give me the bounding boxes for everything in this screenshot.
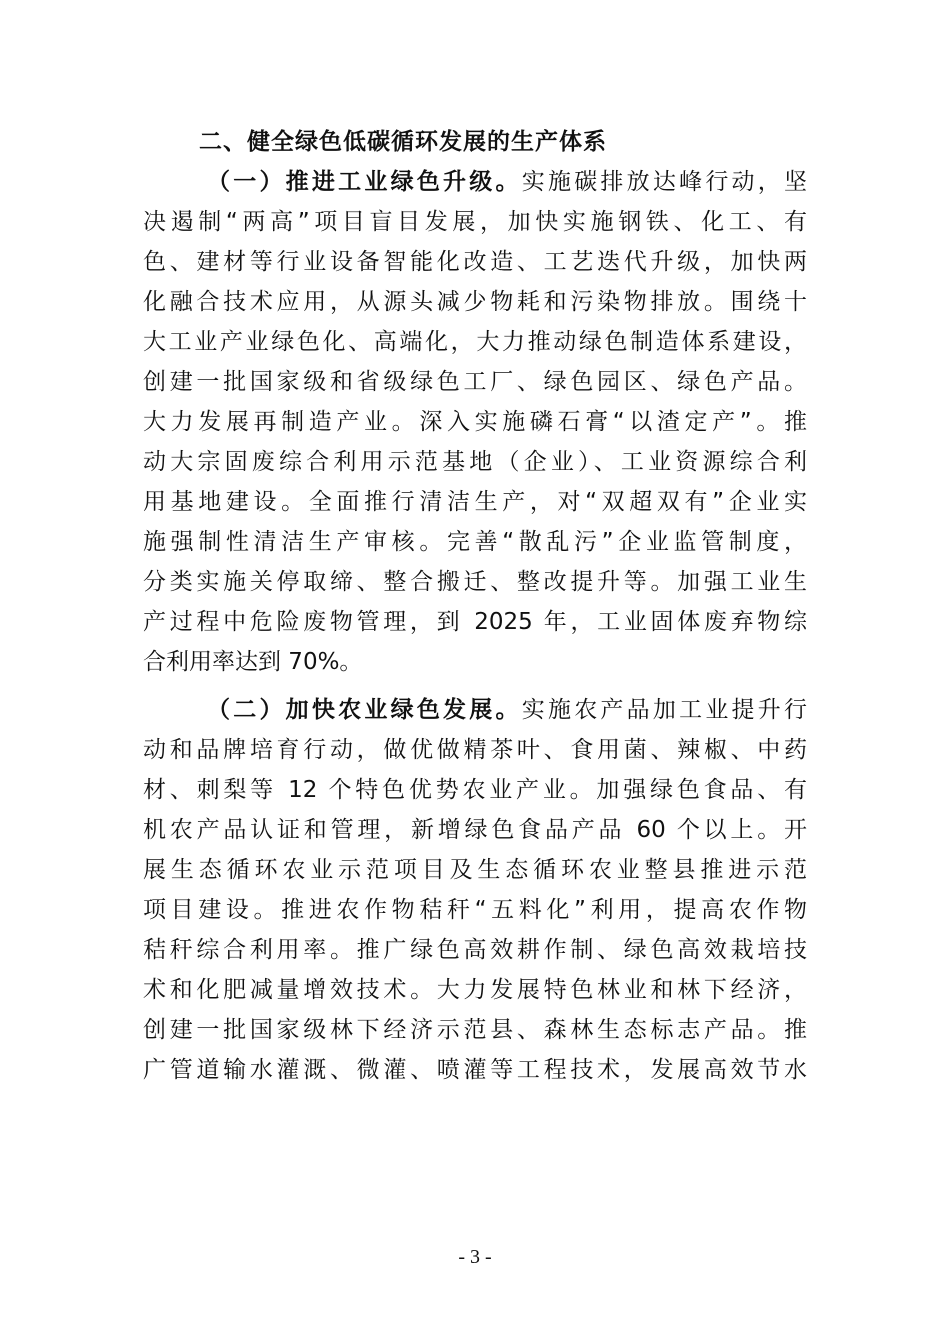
paragraph-line: 动大宗固废综合利用示范基地（企业）、工业资源综合利 [143, 449, 807, 475]
paragraph-line: 创建一批国家级林下经济示范县、森林生态标志产品。推 [143, 1017, 807, 1043]
paragraph-line: 大力发展再制造产业。深入实施磷石膏“以渣定产”。推 [143, 409, 807, 435]
paragraph-line: 大工业产业绿色化、高端化，大力推动绿色制造体系建设， [143, 329, 807, 355]
paragraph-line: 展生态循环农业示范项目及生态循环农业整县推进示范 [143, 857, 807, 883]
paragraph-line: 产过程中危险废物管理，到 2025 年，工业固体废弃物综 [143, 609, 807, 635]
paragraph-line: 分类实施关停取缔、整合搬迁、整改提升等。加强工业生 [143, 569, 807, 595]
paragraph-line: 术和化肥减量增效技术。大力发展特色林业和林下经济， [143, 977, 807, 1003]
paragraph-lead: （一）推进工业绿色升级。 [207, 169, 522, 195]
paragraph-line: 合利用率达到 70%。 [143, 649, 363, 675]
paragraph-line: 广管道输水灌溉、微灌、喷灌等工程技术，发展高效节水 [143, 1057, 807, 1083]
paragraph-line: 项目建设。推进农作物秸秆“五料化”利用，提高农作物 [143, 897, 807, 923]
section-title: 二、健全绿色低碳循环发展的生产体系 [199, 129, 607, 155]
paragraph-line: 秸秆综合利用率。推广绿色高效耕作制、绿色高效栽培技 [143, 937, 807, 963]
paragraph-line: 创建一批国家级和省级绿色工厂、绿色园区、绿色产品。 [143, 369, 807, 395]
paragraph-line: （一）推进工业绿色升级。实施碳排放达峰行动，坚 [207, 169, 807, 195]
paragraph-line: 化融合技术应用，从源头减少物耗和污染物排放。围绕十 [143, 289, 807, 315]
paragraph-line: 用基地建设。全面推行清洁生产，对“双超双有”企业实 [143, 489, 807, 515]
paragraph-line: 材、刺梨等 12 个特色优势农业产业。加强绿色食品、有 [143, 777, 807, 803]
paragraph-industry [143, 162, 807, 682]
paragraph-line: （二）加快农业绿色发展。实施农产品加工业提升行 [207, 697, 807, 723]
paragraph-line: 动和品牌培育行动，做优做精茶叶、食用菌、辣椒、中药 [143, 737, 807, 763]
paragraph-line: 施强制性清洁生产审核。完善“散乱污”企业监管制度， [143, 529, 807, 555]
paragraph-agriculture [143, 690, 807, 1090]
page-number: - 3 - [458, 1246, 492, 1268]
paragraph-lead: （二）加快农业绿色发展。 [207, 697, 522, 723]
paragraph-line: 色、建材等行业设备智能化改造、工艺迭代升级，加快两 [143, 249, 807, 275]
document-body [143, 122, 807, 1090]
paragraph-line: 机农产品认证和管理，新增绿色食品产品 60 个以上。开 [143, 817, 807, 843]
paragraph-spacer [143, 682, 807, 690]
paragraph-line: 决遏制“两高”项目盲目发展，加快实施钢铁、化工、有 [143, 209, 807, 235]
